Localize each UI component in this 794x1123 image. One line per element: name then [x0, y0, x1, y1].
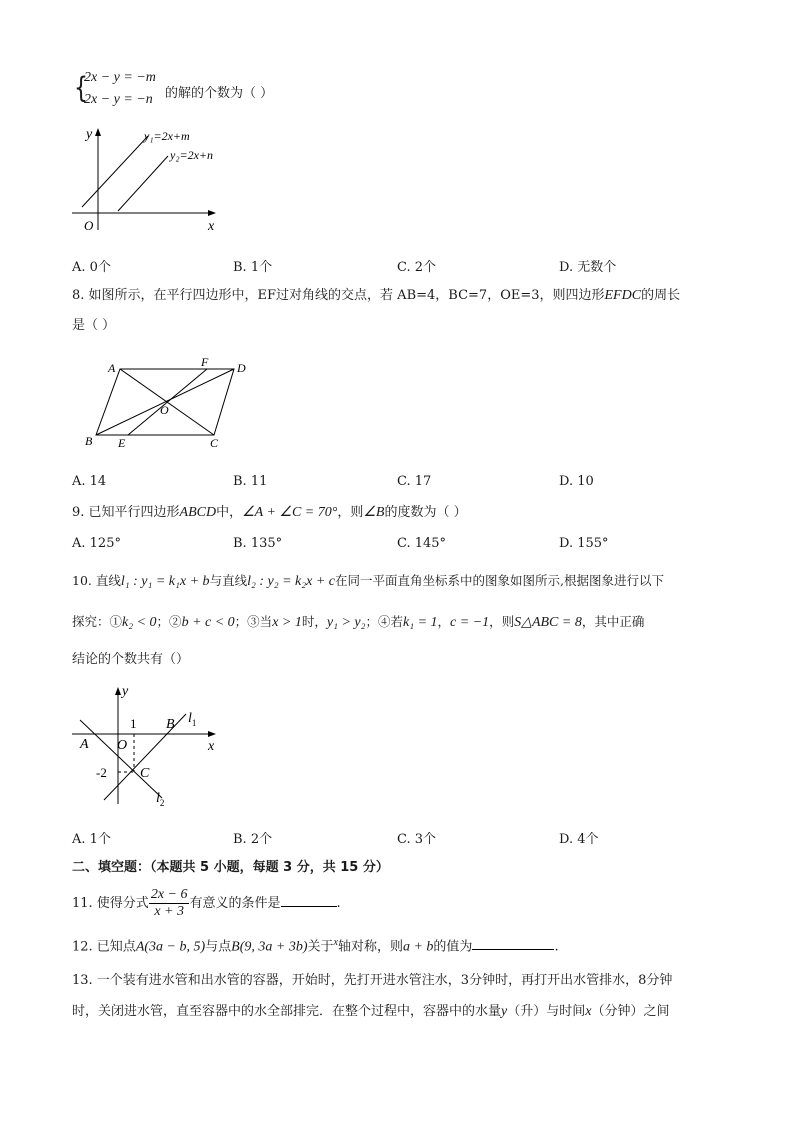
q10-sep-6: ，则: [489, 614, 515, 629]
q10-tick-neg2: -2: [96, 765, 107, 780]
q9-pre: 9. 已知平行四边形: [72, 505, 180, 520]
q8-figure: [80, 355, 260, 455]
q7-option-a: A. 0个: [72, 260, 111, 275]
q10-graph: [66, 680, 236, 810]
q7-x-label: x: [208, 219, 215, 234]
q10-line-l2: l₂ : y₂ = k₂x + c: [247, 574, 335, 589]
q9-shape: ABCD: [179, 505, 217, 520]
q8-option-c: C. 17: [397, 474, 432, 489]
q10-y-arrow: [115, 687, 121, 695]
q7-line-1: [82, 136, 148, 207]
q12-expression: a + b: [402, 939, 434, 955]
q10-text-line-2: [72, 612, 644, 633]
q10-sep-1: ；②: [156, 614, 182, 629]
q10-claim-4-c: c = −1: [450, 615, 490, 630]
q10-label-o: O: [117, 738, 128, 753]
q8-text-end: 的周长: [641, 288, 681, 303]
q12-mid3: 轴对称，则: [337, 939, 403, 955]
q10-post: 在同一平面直角坐标系中的图象如图所示,根据图象进行以下: [334, 573, 664, 588]
q7-x-arrow: [208, 210, 216, 216]
q7-option-d: D. 无数个: [559, 260, 617, 275]
q10-sep-7: ，其中正确: [581, 614, 645, 629]
q9-angle: ∠B: [363, 505, 385, 520]
q10-label-b: B: [166, 717, 175, 732]
q9-option-b: B. 135°: [233, 536, 283, 551]
q7-option-c: C. 2个: [397, 260, 437, 275]
q10-label-l1: [188, 711, 196, 728]
q7-y-label: y: [86, 127, 93, 142]
q13-line2-mid: （升）与时间: [507, 1004, 586, 1019]
q9-option-d: D. 155°: [559, 536, 609, 551]
q10-mid: 与直线: [209, 573, 248, 588]
q10-label-l1-sub: 1: [191, 718, 197, 728]
q10-label-l2-sub: 2: [159, 798, 165, 808]
q10-label-l1-main: l: [188, 711, 192, 726]
q10-text-line-1: [72, 571, 664, 592]
q10-claim-4-area: S△ABC = 8: [514, 615, 582, 630]
q12-text: [72, 933, 559, 957]
q11-text: [72, 884, 341, 924]
q9-option-a: A. 125°: [72, 536, 121, 551]
q11-answer-blank[interactable]: [281, 892, 337, 907]
q8-label-o: O: [160, 403, 169, 417]
q10-claim-3: y₁ > y₂: [326, 615, 366, 630]
q8-label-e: E: [118, 436, 126, 450]
q10-line-l1: l₁ : y₁ = k₁x + b: [120, 574, 210, 589]
q7-origin-label: O: [84, 218, 94, 233]
q8-text-line-2: 是（ ）: [72, 318, 116, 333]
q7-equation-2: 2x − y = −n: [84, 92, 153, 107]
q7-graph: [70, 122, 230, 237]
q13-var-y: y: [501, 1004, 508, 1019]
q12-pre: 12. 已知点: [72, 939, 136, 955]
q10-label-c: C: [140, 766, 150, 781]
q13-text-line-1: 13. 一个装有进水管和出水管的容器，开始时，先打开进水管注水，3分钟时，再打开出水管排水，8分钟: [72, 973, 673, 988]
q8-label-f: F: [201, 355, 209, 369]
q10-text-line-3: 结论的个数共有（）: [72, 652, 190, 667]
q10-claim-3-cond: x > 1: [272, 615, 302, 630]
q10-pre: 10. 直线: [72, 573, 121, 588]
q7-option-b: B. 1个: [233, 260, 273, 275]
q7-prompt: 的解的个数为（ ）: [165, 86, 274, 101]
q10-x-arrow: [208, 731, 216, 737]
q10-label-l2-main: l: [156, 791, 160, 806]
q10-claim-2: b + c < 0: [181, 615, 235, 630]
q11-end: .: [336, 896, 341, 911]
q12-point-a: A(3a − b, 5): [135, 939, 206, 955]
q7-equation-1: 2x − y = −m: [84, 70, 156, 85]
q9-condition: ∠A + ∠C = 70°: [242, 505, 338, 520]
q10-y-label: y: [122, 684, 129, 699]
q8-label-c: C: [210, 436, 219, 450]
q12-mid: 与点: [205, 939, 232, 955]
q9-mid2: ，则: [337, 505, 364, 520]
q12-mid2: 关于: [307, 939, 334, 955]
q9-post: 的度数为（ ）: [384, 505, 467, 520]
q10-claim-4-k1: k₁ = 1: [403, 615, 438, 630]
q11-numerator: 2x − 6: [150, 887, 188, 902]
q9-option-c: C. 145°: [397, 536, 447, 551]
q10-x-label: x: [208, 739, 215, 754]
system-brace: {: [74, 72, 88, 105]
q7-y-arrow: [95, 128, 101, 136]
section-2-heading: 二、填空题：（本题共 5 小题，每题 3 分，共 15 分）: [72, 860, 389, 875]
q8-label-a: A: [108, 361, 116, 375]
q9-mid: 中，: [216, 505, 243, 520]
q8-label-d: D: [237, 361, 246, 375]
q10-explore: 探究：①: [72, 614, 123, 629]
q12-point-b: B(9, 3a + 3b): [231, 939, 308, 955]
q11-post: 有意义的条件是: [189, 896, 281, 911]
q12-end: .: [554, 939, 559, 955]
q11-pre: 11. 使得分式: [72, 896, 149, 911]
q8-text-line-1: [72, 286, 680, 306]
q8-option-b: B. 11: [233, 474, 268, 489]
q8-segment-ef: [128, 369, 207, 435]
q13-text-line-2: [72, 1002, 669, 1022]
q7-line-2: [118, 156, 168, 211]
q10-tick-1: 1: [130, 716, 137, 731]
q8-quad: EFDC: [604, 288, 642, 303]
q12-post: 的值为: [433, 939, 473, 955]
q8-option-d: D. 10: [559, 474, 594, 489]
q10-option-b: B. 2个: [233, 832, 273, 847]
q10-sep-2: ；③当: [234, 614, 273, 629]
q10-line-l2: [80, 720, 162, 798]
q10-option-c: C. 3个: [397, 832, 437, 847]
q8-text: 8. 如图所示，在平行四边形中，EF过对角线的交点，若 AB=4，BC=7，OE=3，则四边形: [72, 288, 605, 303]
q10-label-l2: [156, 791, 164, 808]
q9-text: [72, 503, 467, 523]
q8-label-b: B: [85, 434, 93, 448]
q13-line2-end: （分钟）之间: [591, 1004, 670, 1019]
q10-option-d: D. 4个: [559, 832, 599, 847]
q13-var-x: x: [585, 1004, 592, 1019]
q12-answer-blank[interactable]: [472, 935, 554, 950]
q13-line2-pre: 时，关闭进水管，直至容器中的水全部排完．在整个过程中，容器中的水量: [72, 1004, 502, 1019]
q11-fraction: [149, 887, 190, 920]
q10-option-a: A. 1个: [72, 832, 111, 847]
q10-sep-4: ；④若: [365, 614, 403, 629]
q11-denominator: x + 3: [154, 904, 184, 919]
q10-sep-5: ，: [437, 614, 451, 629]
q7-system: [72, 68, 292, 112]
q7-line-1-label: y₁=2x+m: [144, 129, 190, 143]
q7-line-2-label: y₂=2x+n: [170, 148, 214, 162]
q10-claim-1: k₂ < 0: [122, 615, 157, 630]
q8-option-a: A. 14: [72, 474, 107, 489]
q10-label-a: A: [80, 737, 89, 752]
q10-sep-3: 时，: [301, 614, 327, 629]
q12-axis: x: [333, 937, 338, 948]
